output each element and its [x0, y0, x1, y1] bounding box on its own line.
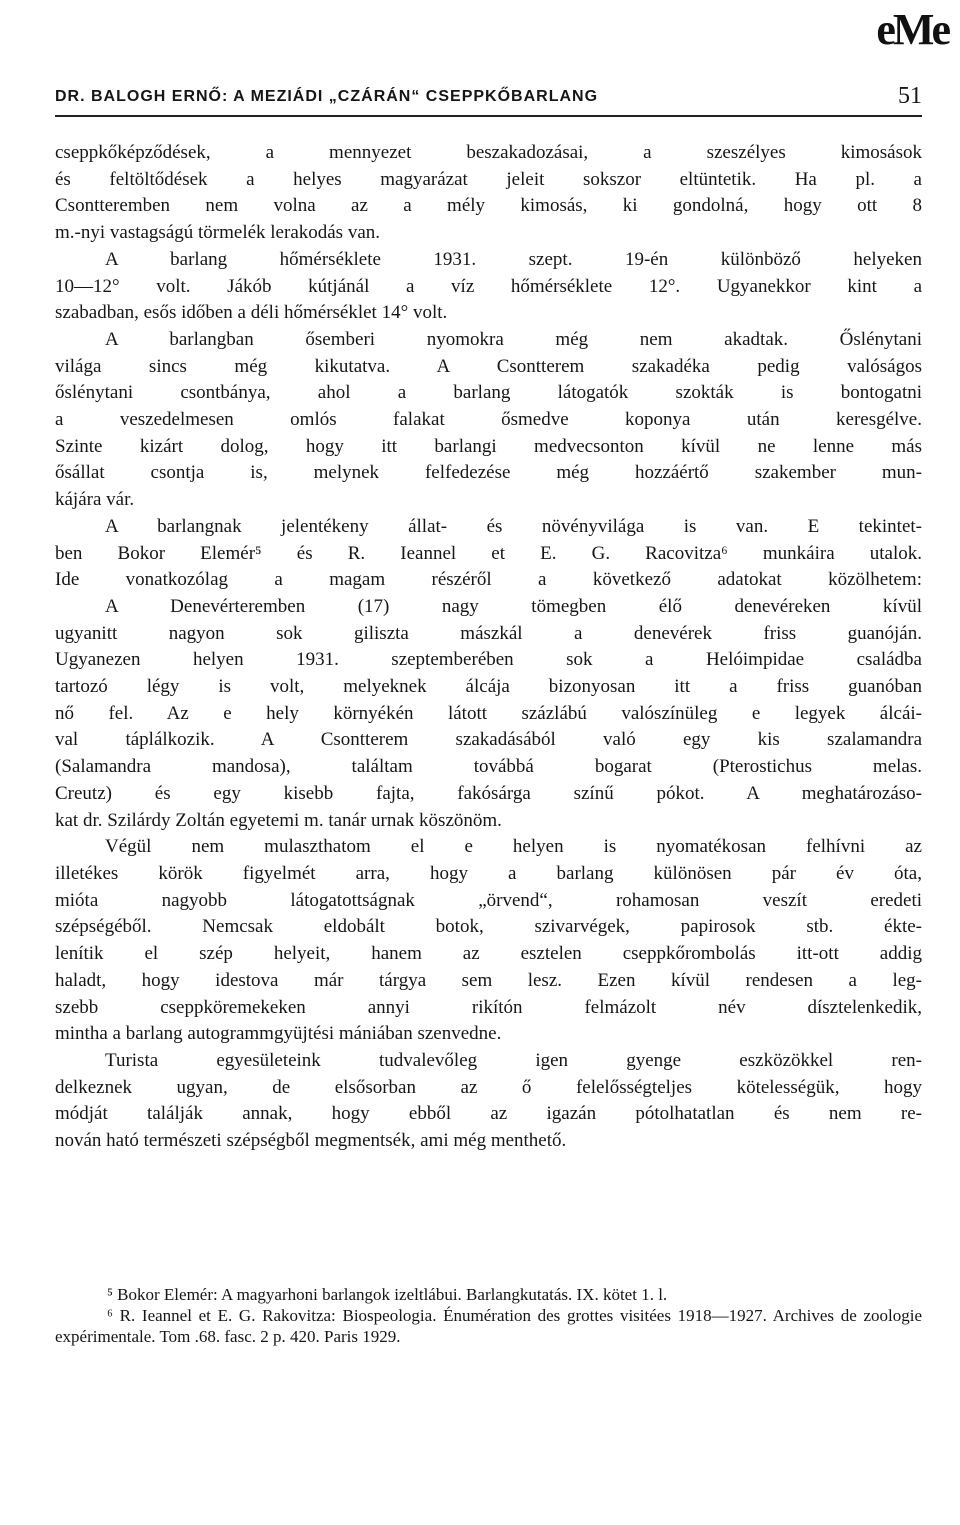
- page-header: [55, 82, 922, 112]
- text-line: ben Bokor Elemér⁵ és R. Ieannel et E. G. Racovitza⁶ munkáira utalok.: [55, 542, 922, 564]
- text-line: őslénytani csontbánya, ahol a barlang látogatók szokták is bontogatni: [55, 382, 922, 404]
- text-line: 10—12° volt. Jákób kútjánál a víz hőmérséklete 12°. Ugyanekkor kint a: [55, 275, 922, 297]
- text-line: szebb cseppköremekeken annyi rikítón felmázolt név dísztelenkedik,: [55, 996, 922, 1018]
- text-line: Ide vonatkozólag a magam részéről a következő adatokat közölhetem:: [55, 569, 922, 591]
- text-line: ősállat csontja is, melynek felfedezése még hozzáértő szakember mun-: [55, 462, 922, 484]
- text-line: a veszedelmesen omlós falakat ősmedve koponya után keresgélve.: [55, 409, 922, 431]
- text-line: haladt, hogy idestova már tárgya sem lesz. Ezen kívül rendesen a leg-: [55, 969, 922, 991]
- text-line: Szinte kizárt dolog, hogy itt barlangi medvecsonton kívül ne lenne más: [55, 435, 922, 457]
- text-line: Turista egyesületeink tudvalevőleg igen gyenge eszközökkel ren-: [105, 1049, 922, 1071]
- text-line: A barlangban ősemberi nyomokra még nem akadtak. Őslénytani: [105, 328, 922, 350]
- text-line: nován ható természeti szépségből megmentsék, ami még menthető.: [55, 1130, 567, 1152]
- text-line: A barlangnak jelentékeny állat- és növényvilága is van. E tekintet-: [105, 515, 922, 537]
- text-line: mintha a barlang autogrammgyüjtési mániában szenvedne.: [55, 1023, 502, 1045]
- text-line: delkeznek ugyan, de elsősorban az ő felelősségteljes kötelességük, hogy: [55, 1076, 922, 1098]
- text-line: módját találják annak, hogy ebből az igazán pótolhatatlan és nem re-: [55, 1103, 922, 1125]
- text-line: Ugyanezen helyen 1931. szeptemberében sok a Helóimpidae családba: [55, 649, 922, 671]
- text-line: lenítik el szép helyeit, hanem az esztelen cseppkőrombolás itt-ott addig: [55, 943, 922, 965]
- text-line: Creutz) és egy kisebb fajta, fakósárga színű pókot. A meghatározáso-: [55, 782, 922, 804]
- text-line: Csontteremben nem volna az a mély kimosás, ki gondolná, hogy ott 8: [55, 195, 922, 217]
- text-line: A Denevérteremben (17) nagy tömegben élő denevéreken kívül: [105, 595, 922, 617]
- footnote-6: ⁶ R. Ieannel et E. G. Rakovitza: Biospeologia. Énumération des grottes visitées 1918—1927. Archives de zoologie expérimentale. Tom .68. fasc. 2 p. 420. Paris 1929.: [55, 1306, 922, 1346]
- text-line: szépségéből. Nemcsak eldobált botok, szivarvégek, papirosok stb. ékte-: [55, 916, 922, 938]
- text-line: kat dr. Szilárdy Zoltán egyetemi m. tanár urnak köszönöm.: [55, 809, 502, 831]
- publisher-logo: eMe: [876, 5, 948, 54]
- text-line: A barlang hőmérséklete 1931. szept. 19-én különböző helyeken: [105, 248, 922, 270]
- text-line: és feltöltődések a helyes magyarázat jeleit sokszor eltüntetik. Ha pl. a: [55, 168, 922, 190]
- text-line: kájára vár.: [55, 489, 135, 511]
- running-head: DR. BALOGH ERNŐ: A MEZIÁDI „CZÁRÁN“ CSEPPKŐBARLANG: [55, 88, 599, 105]
- header-rule: [55, 115, 922, 117]
- text-line: világa sincs még kikutatva. A Csontterem szakadéka pedig valóságos: [55, 355, 922, 377]
- footnotes: [55, 1284, 922, 1347]
- text-line: Végül nem mulaszthatom el e helyen is nyomatékosan felhívni az: [105, 836, 922, 858]
- text-line: val táplálkozik. A Csontterem szakadásából való egy kis szalamandra: [55, 729, 922, 751]
- footnote-5: ⁵ Bokor Elemér: A magyarhoni barlangok izeltlábui. Barlangkutatás. IX. kötet 1. l.: [107, 1285, 668, 1304]
- text-line: cseppkőképződések, a mennyezet beszakadozásai, a szeszélyes kimosások: [55, 142, 922, 163]
- text-line: illetékes körök figyelmét arra, hogy a barlang különösen pár év óta,: [55, 862, 922, 884]
- body-text: [55, 140, 922, 1155]
- page-number: 51: [898, 83, 922, 109]
- text-line: mióta nagyobb látogatottságnak „örvend“, rohamosan veszít eredeti: [55, 889, 922, 911]
- text-line: tartozó légy is volt, melyeknek álcája bizonyosan itt a friss guanóban: [55, 676, 922, 698]
- text-line: (Salamandra mandosa), találtam továbbá bogarat (Pterostichus melas.: [55, 756, 922, 778]
- text-line: ugyanitt nagyon sok giliszta mászkál a denevérek friss guanóján.: [55, 622, 922, 644]
- text-line: szabadban, esős időben a déli hőmérséklet 14° volt.: [55, 302, 448, 324]
- text-line: m.-nyi vastagságú törmelék lerakodás van.: [55, 222, 381, 244]
- text-line: nő fel. Az e hely környékén látott százlábú valószínüleg e legyek álcái-: [55, 702, 922, 724]
